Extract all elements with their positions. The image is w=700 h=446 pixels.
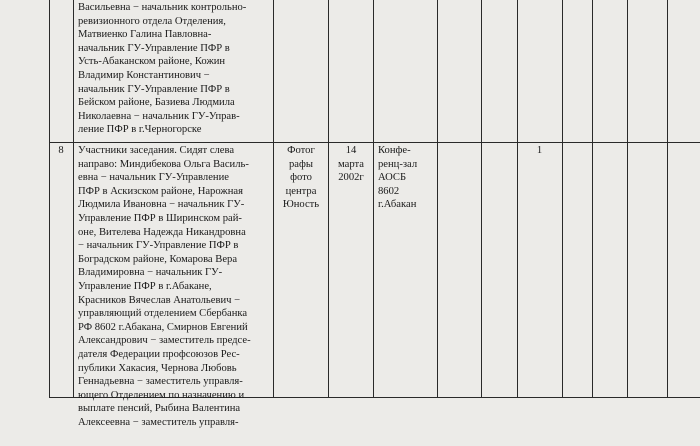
column-divider: [328, 0, 329, 398]
column-divider: [437, 0, 438, 398]
row-divider: [49, 142, 700, 143]
column-divider: [517, 0, 518, 398]
column-divider: [667, 0, 668, 398]
row-number: 8: [58, 145, 64, 156]
row-place: Конфе- ренц-зал АОСБ 8602 г.Абакан: [378, 145, 418, 211]
column-divider: [592, 0, 593, 398]
row-author: Фотог рафы фото центра Юность: [282, 145, 320, 211]
row-description: Участники заседания. Сидят слева направо: Миндибекова Ольга Василь- евна − начальник ГУ-Управление ПФР в Аскизском районе, Нарожная Людмила Ивановна − начальник ГУ- Управление ПФР в Ширинском рай- оне, Вителева Надежда Никандровна − начальник ГУ-Управление ПФР в Боградском районе, Комарова Вера Владимировна − начальник ГУ- Управление ПФР в г.Абакане, Красников Вячеслав Анатольевич − управляющий отделением Сбербанка РФ 8602 г.Абакана, Смирнов Евгений Александрович − заместитель предсе- дателя Федерации профсоюзов Рес- публики Хакасия, Чернова Любовь Геннадьевна − заместитель управля- ющего Отделением по назначению и выплате пенсий, Рыбина Валентина Алексеевна − заместитель управля-: [78, 145, 251, 428]
table-border-left: [49, 0, 50, 398]
row-count: 1: [536, 145, 543, 156]
table-row-prev-description: Васильевна − начальник контрольно- ревизионного отдела Отделения, Матвиенко Галина Павловна- начальник ГУ-Управление ПФР в Усть-Абаканском районе, Кожин Владимир Константинович − начальник ГУ-Управление ПФР в Бейском районе, Базиева Людмила Николаевна − начальник ГУ-Управ- ление ПФР в г.Черногорске: [78, 2, 247, 136]
column-divider: [562, 0, 563, 398]
column-divider: [627, 0, 628, 398]
row-date: 14 марта 2002г: [338, 145, 364, 184]
column-divider: [481, 0, 482, 398]
column-divider: [73, 0, 74, 398]
column-divider: [373, 0, 374, 398]
